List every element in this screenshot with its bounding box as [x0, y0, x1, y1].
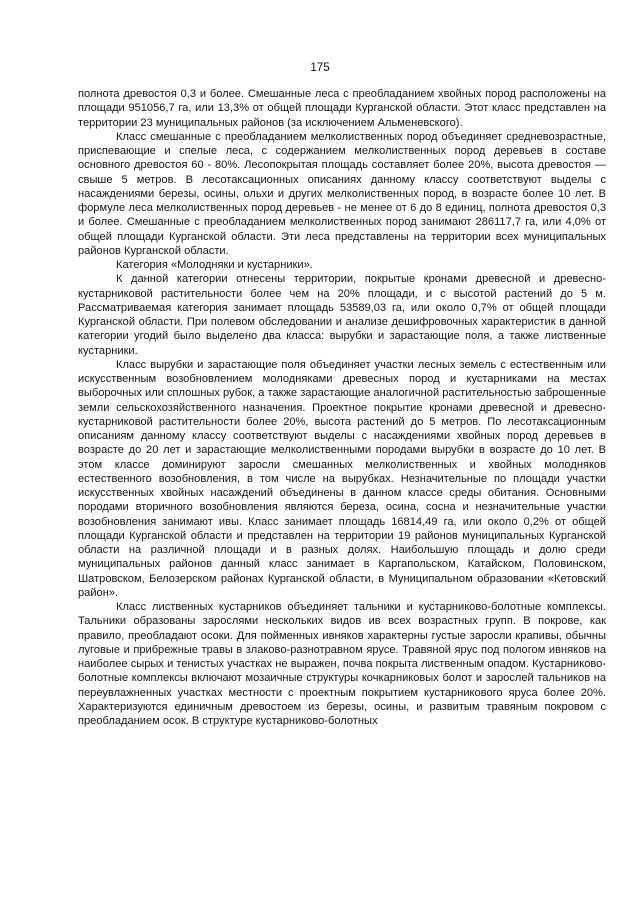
page-number: 175 — [310, 62, 330, 74]
paragraph-category-heading: Категория «Молодняки и кустарники». — [116, 259, 313, 271]
paragraph-category-description: К данной категории отнесены территории, покрытые кронами древесной и древесно-кустарниковой растительности более чем на 20% площади, и с высотой растений до 5 м. Рассматриваемая категория занимает площадь 53589,03 га, или около 0,7% от общей площади Курганской области. При полевом обследовании и анализе дешифровочных характеристик в данной категории угодий было выделено два класса: вырубки и зарастающие поля, а также лиственные кустарники. — [78, 273, 606, 357]
paragraph-clearings-class: Класс вырубки и зарастающие поля объединяет участки лесных земель с естественным или искусственным возобновлением молодняками древесных пород и кустарниками на местах выборочных или сплошных рубок, а также зарастающие аналогичной растительностью заброшенные земли сельскохозяйственного назначения. Проектное покрытие кронами древесной и древесно-кустарниковой растительности более 20%, высота растений до 5 метров. По лесотаксационным описаниям данному классу соответствуют выделы с насаждениями хвойных пород деревьев в возрасте до 20 лет и зарастающие мелколиственными породами вырубки в возрасте до 10 лет. В этом классе доминируют заросли смешанных мелколиственных и хвойных молодняков естественного возобновления, в том числе на вырубках. Незначительные по площади участки искусственных хвойных насаждений объединены в данном классе среды обитания. Основными породами вторичного возобновления являются береза, осина, сосна и незначительные участки возобновления занимают ивы. Класс занимает площадь 16814,49 га, или около 0,2% от общей площади Курганской области и представлен на территории 19 районов муниципальных Курганской области на различной площади и в разных долях. Наибольшую площадь и долю среди муниципальных районов данный класс занимает в Каргапольском, Катайском, Половинском, Шатровском, Белозерском районах Курганской области, в Муниципальном образовании «Кетовский район». — [78, 358, 606, 599]
paragraph-mixed-coniferous-end: полнота древостоя 0,3 и более. Смешанные леса с преобладанием хвойных пород расположены на площади 951056,7 га, или 13,3% от общей площади Курганской области. Этот класс представлен на территории 23 муниципальных районов (за исключением Альменевского). — [78, 88, 606, 129]
paragraph-deciduous-shrubs: Класс лиственных кустарников объединяет тальники и кустарниково-болотные комплексы. Тальники образованы зарослями нескольких видов ив всех возрастных групп. В покрове, как правило, преобладают осоки. Для пойменных ивняков характерны густые заросли крапивы, обычны луговые и прибрежные травы в злаково-разнотравном ярусе. Травяной ярус под пологом ивняков на наиболее сырых и тенистых участках не выражен, почва покрыта лиственным опадом. Кустарниково-болотные комплексы включают мозаичные структуры кочкарниковых болот и зарослей тальников на переувлажненных участках местности с проектным покрытием кустарникового яруса более 20%. Характеризуются единичным древостоем из березы, осины, и развитым травяным покровом с преобладанием осок. В структуре кустарниково-болотных — [78, 601, 606, 727]
paragraph-mixed-small-leaved: Класс смешанные с преобладанием мелколиственных пород объединяет средневозрастные, приспевающие и спелые леса, с содержанием мелколиственных пород деревьев в составе основного древостоя 60 - 80%. Лесопокрытая площадь составляет более 20%, высота древостоя — свыше 5 метров. В лесотаксационных описаниях данному классу соответствуют выделы с насаждениями березы, осины, ольхи и других мелколиственных пород, в возрасте более 10 лет. В формуле леса мелколиственных пород деревьев - не менее от 6 до 8 единиц, полнота древостоя 0,3 и более. Смешанные с преобладанием мелколиственных пород занимают 286117,7 га, или 4,0% от общей площади Курганской области. Эти леса представлены на территории всех муниципальных районов Курганской области. — [78, 130, 606, 257]
document-body — [78, 87, 606, 728]
